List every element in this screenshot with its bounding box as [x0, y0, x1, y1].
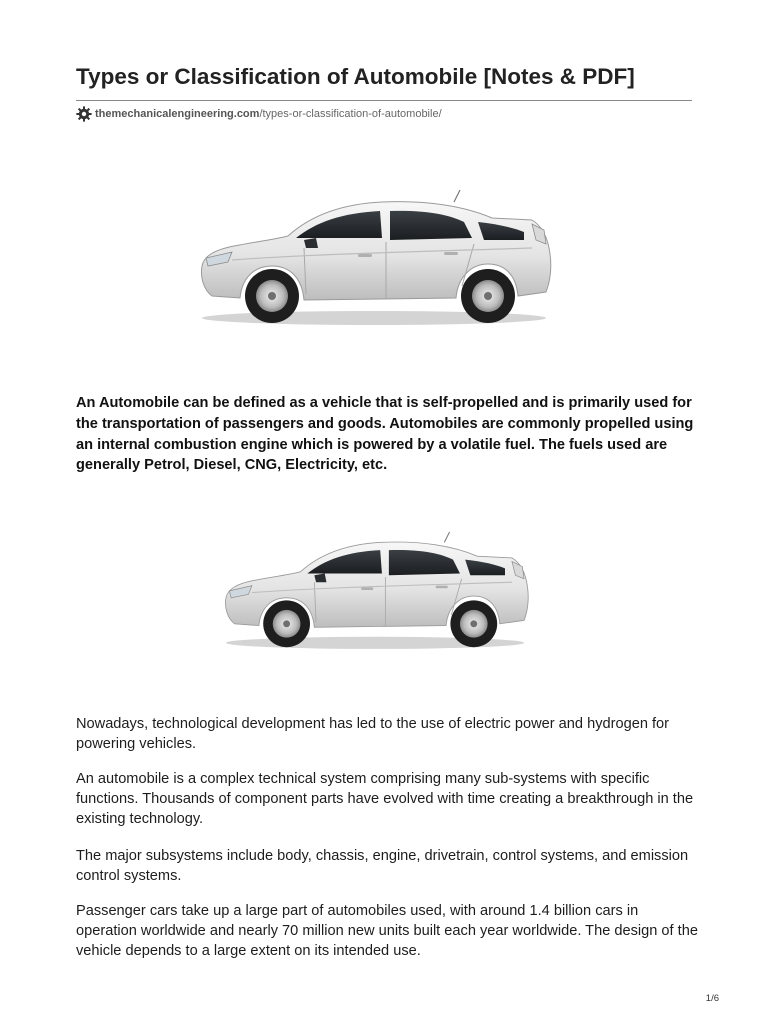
intro-paragraph: An Automobile can be defined as a vehicle that is self-propelled and is primarily used for the transportation of passengers and goods. Automobiles are commonly propelled using an internal combustion engine which is powered by a volatile fuel. The fuels used are generally Petrol, Diesel, CNG, Electricity, etc.: [76, 395, 694, 474]
paragraph: An automobile is a complex technical system comprising many sub-systems with specific functions. Thousands of component parts have evolved with time creating a breakthrough in the existing technology.: [76, 771, 694, 827]
source-link[interactable]: [76, 106, 442, 122]
page-number: 1/6: [705, 993, 719, 1004]
source-path[interactable]: /types-or-classification-of-automobile/: [259, 108, 442, 120]
source-domain[interactable]: themechanicalengineering.com: [95, 108, 260, 120]
paragraph: Nowadays, technological development has led to the use of electric power and hydrogen for powering vehicles.: [76, 716, 670, 752]
gear-icon: [76, 106, 92, 122]
title-divider: [76, 100, 692, 101]
paragraph: Passenger cars take up a large part of automobiles used, with around 1.4 billion cars in operation worldwide and nearly 70 million new units built each year worldwide. The design of the vehicle depends to a large extent on its intended use.: [76, 903, 698, 959]
paragraph: The major subsystems include body, chassis, engine, drivetrain, control systems, and emission control systems.: [76, 848, 689, 884]
car-image-2: [208, 525, 542, 655]
page-title: Types or Classification of Automobile [Notes & PDF]: [76, 64, 635, 89]
car-image: [188, 182, 560, 332]
